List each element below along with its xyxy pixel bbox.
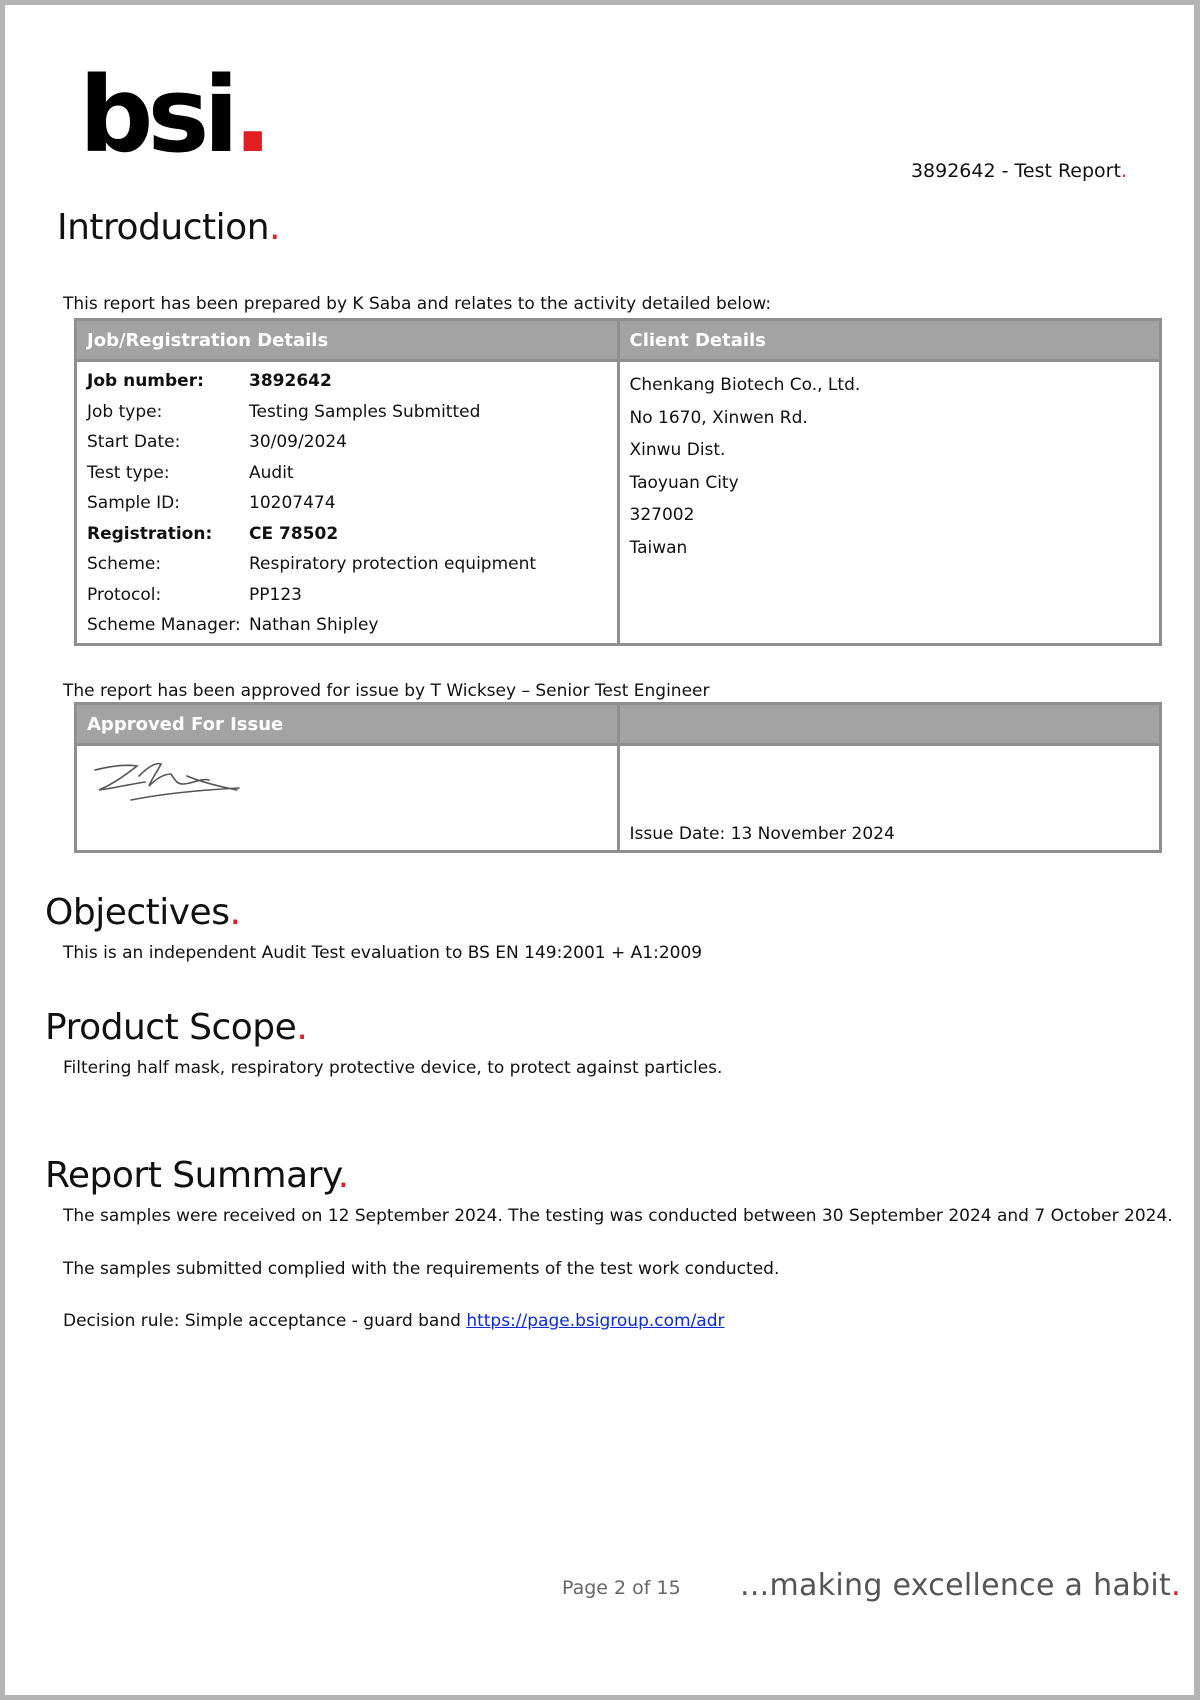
report-summary-heading-text: Report Summary: [45, 1155, 338, 1196]
client-address: [630, 369, 1150, 564]
client-details-header: Client Details: [618, 320, 1161, 361]
product-scope-heading-dot: .: [296, 1007, 308, 1048]
report-summary-heading-dot: .: [337, 1155, 349, 1196]
issue-date: Issue Date: 13 November 2024: [629, 824, 895, 844]
objectives-heading: [45, 892, 240, 933]
report-summary-p1: The samples were received on 12 September 2024. The testing was conducted between 30 September 2024 and 7 October 2024.: [63, 1206, 1173, 1226]
client-address-line: No 1670, Xinwen Rd.: [629, 407, 808, 428]
job-detail-label: Test type:: [87, 462, 170, 483]
job-detail-value: Nathan Shipley: [249, 615, 379, 635]
client-address-line: Xinwu Dist.: [629, 440, 726, 460]
objectives-text: This is an independent Audit Test evaluation to BS EN 149:2001 + A1:2009: [63, 943, 703, 963]
client-address-line: Chenkang Biotech Co., Ltd.: [629, 375, 861, 395]
approval-text: The report has been approved for issue by T Wicksey – Senior Test Engineer: [63, 681, 710, 701]
document-page: [5, 5, 1194, 1695]
job-detail-value: 10207474: [249, 493, 336, 513]
issue-date-cell: [618, 745, 1161, 852]
bsi-logo: [79, 54, 267, 176]
report-summary-heading: [45, 1155, 349, 1196]
job-detail-value: Testing Samples Submitted: [249, 401, 481, 422]
decision-rule-text: Decision rule: Simple acceptance - guard band: [63, 1311, 467, 1331]
job-detail-value: Audit: [249, 462, 294, 483]
introduction-heading-dot: .: [269, 207, 280, 248]
product-scope-heading-text: Product Scope: [45, 1007, 297, 1048]
client-address-line: Taiwan: [629, 537, 688, 558]
job-detail-label: Sample ID:: [87, 493, 180, 513]
approved-for-issue-header: Approved For Issue: [76, 704, 619, 745]
objectives-heading-dot: .: [229, 892, 241, 933]
decision-rule: [63, 1311, 725, 1331]
signature-cell: [76, 745, 619, 852]
client-address-line: Taoyuan City: [629, 472, 739, 493]
objectives-heading-text: Objectives: [45, 892, 230, 933]
logo-dot: .: [233, 54, 267, 176]
product-scope-text: Filtering half mask, respiratory protective device, to protect against particles.: [63, 1058, 723, 1078]
job-detail-label: Job type:: [87, 401, 163, 422]
approval-blank-header: [618, 704, 1161, 745]
footer-tagline-dot: .: [1171, 1568, 1181, 1603]
client-address-line: 327002: [629, 505, 695, 525]
job-detail-label: Protocol:: [87, 584, 162, 605]
job-detail-value: Respiratory protection equipment: [249, 554, 537, 574]
report-summary-p2: The samples submitted complied with the requirements of the test work conducted.: [63, 1259, 780, 1279]
report-ref-dot: .: [1120, 160, 1127, 182]
job-detail-label: Job number:: [87, 371, 204, 391]
job-client-table: [74, 318, 1162, 646]
job-detail-value: CE 78502: [249, 523, 339, 544]
job-details-list: [87, 370, 607, 637]
footer-tagline-text: ...making excellence a habit: [740, 1568, 1172, 1603]
introduction-heading: [57, 207, 280, 248]
job-detail-label: Scheme:: [87, 554, 162, 574]
job-details-header: Job/Registration Details: [76, 320, 619, 361]
page-number: Page 2 of 15: [562, 1577, 681, 1599]
approval-table: [74, 702, 1162, 853]
logo-text: bsi: [79, 54, 233, 176]
job-detail-value: PP123: [249, 584, 302, 605]
footer-tagline: [740, 1568, 1181, 1603]
job-detail-label: Scheme Manager:: [87, 615, 241, 635]
job-detail-value: 30/09/2024: [249, 432, 347, 452]
client-details-cell: [618, 361, 1161, 645]
signature-image: [91, 754, 261, 814]
decision-rule-link[interactable]: https://page.bsigroup.com/adr: [466, 1311, 725, 1331]
intro-text: This report has been prepared by K Saba and relates to the activity detailed below:: [63, 294, 772, 314]
job-detail-label: Start Date:: [87, 432, 181, 452]
introduction-heading-text: Introduction: [57, 207, 270, 248]
job-detail-label: Registration:: [87, 523, 213, 544]
report-reference: [911, 160, 1127, 182]
report-ref-text: 3892642 - Test Report: [910, 160, 1121, 182]
job-details-cell: [76, 361, 619, 645]
job-detail-value: 3892642: [249, 371, 332, 391]
product-scope-heading: [45, 1007, 307, 1048]
